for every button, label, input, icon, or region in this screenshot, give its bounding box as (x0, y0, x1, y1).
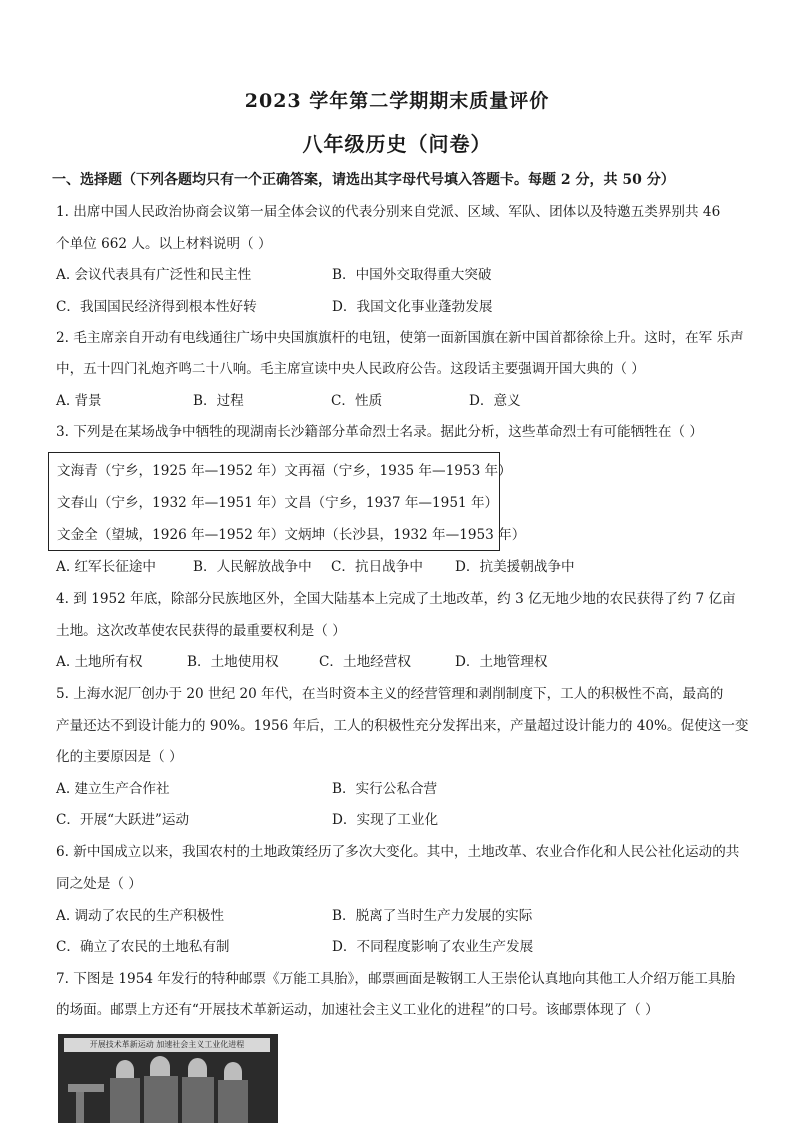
q4-line-1: 4. 到 1952 年底，除部分民族地区外，全国大陆基本上完成了土地改革，约 3 亿无地少地的农民获得了约 7 亿亩 (56, 591, 736, 607)
q6-line-1: 6. 新中国成立以来，我国农村的土地政策经历了多次大变化。其中，土地改革、农业合作化和人民公社化运动的共 (56, 844, 740, 860)
q4-option-d: D．土地管理权 (455, 654, 548, 670)
q6-option-c: C．确立了农民的土地私有制 (56, 939, 230, 955)
q1-option-c: C．我国国民经济得到根本性好转 (56, 299, 257, 315)
worker-figure (188, 1058, 207, 1079)
q5-option-d: D．实现了工业化 (332, 812, 439, 828)
q6-option-d: D．不同程度影响了农业生产发展 (332, 939, 534, 955)
worker-figure (150, 1056, 170, 1078)
q6-option-b: B．脱离了当时生产力发展的实际 (332, 908, 533, 924)
machine-tool (68, 1084, 104, 1092)
q1-option-b: B．中国外交取得重大突破 (332, 267, 492, 283)
q7-line-1: 7. 下图是 1954 年发行的特种邮票《万能工具胎》，邮票画面是鞍钢工人王崇伦认真地向其他工人介绍万能工具胎 (56, 971, 736, 987)
q5-line-3: 化的主要原因是（ ） (56, 749, 183, 765)
q3-line-1: 3. 下列是在某场战争中牺牲的现湖南长沙籍部分革命烈士名录。据此分析，这些革命烈士有可能牺牲在（ ） (56, 424, 703, 440)
q4-line-2: 土地。这次改革使农民获得的最重要权利是（ ） (56, 623, 346, 639)
martyr-list-row: 文海青（宁乡，1925 年—1952 年）文再福（宁乡，1935 年—1953 年） (57, 463, 512, 479)
martyr-list-row: 文金全（望城，1926 年—1952 年）文炳坤（长沙县，1932 年—1953 年） (57, 527, 526, 543)
worker-figure (224, 1062, 242, 1082)
q6-line-2: 同之处是（ ） (56, 876, 142, 892)
q3-option-d: D．抗美援朝战争中 (455, 559, 575, 575)
q1-option-a: A. 会议代表具有广泛性和民主性 (56, 267, 252, 283)
q4-option-a: A. 土地所有权 (56, 654, 143, 670)
q1-option-d: D．我国文化事业蓬勃发展 (332, 299, 493, 315)
q4-option-b: B．土地使用权 (187, 654, 279, 670)
q3-option-b: B．人民解放战争中 (193, 559, 312, 575)
worker-figure (116, 1060, 134, 1080)
martyr-list-box (48, 452, 526, 551)
q2-option-c: C．性质 (331, 393, 383, 409)
stamp-banner: 开展技术革新运动 加速社会主义工业化进程 (64, 1038, 270, 1052)
martyr-list-row: 文春山（宁乡，1932 年—1951 年）文昌（宁乡，1937 年—1951 年） (57, 495, 499, 511)
machine-tool (76, 1092, 84, 1123)
q5-line-1: 5. 上海水泥厂创办于 20 世纪 20 年代，在当时资本主义的经营管理和剥削制度下，工人的积极性不高，最高的 (56, 686, 724, 702)
worker-figure (144, 1076, 178, 1123)
section-heading: 一、选择题（下列各题均只有一个正确答案，请选出其字母代号填入答题卡。每题 2 分，共 50 分） (52, 172, 675, 188)
q5-option-c: C．开展“大跃进”运动 (56, 812, 190, 828)
q2-option-a: A. 背景 (56, 393, 102, 409)
q1-line-2: 个单位 662 人。以上材料说明（ ） (56, 236, 272, 252)
worker-figure (182, 1077, 214, 1123)
worker-figure (110, 1078, 140, 1123)
q5-option-b: B．实行公私合营 (332, 781, 438, 797)
q5-line-2: 产量还达不到设计能力的 90%。1956 年后，工人的积极性充分发挥出来，产量超过设计能力的 40%。促使这一变 (56, 718, 749, 734)
q2-option-b: B．过程 (193, 393, 244, 409)
worker-figure (218, 1080, 248, 1123)
q3-option-a: A. 红军长征途中 (56, 559, 157, 575)
q2-option-d: D．意义 (469, 393, 521, 409)
q5-option-a: A. 建立生产合作社 (56, 781, 170, 797)
q7-line-2: 的场面。邮票上方还有“开展技术革新运动，加速社会主义工业化的进程”的口号。该邮票体现了（ ） (56, 1002, 659, 1018)
exam-title: 2023 学年第二学期期末质量评价 (244, 90, 550, 112)
stamp-image (58, 1034, 278, 1123)
exam-subtitle: 八年级历史（问卷） (302, 132, 492, 156)
q6-option-a: A. 调动了农民的生产积极性 (56, 908, 224, 924)
q4-option-c: C．土地经营权 (319, 654, 411, 670)
q3-option-c: C．抗日战争中 (331, 559, 423, 575)
q2-line-2: 中，五十四门礼炮齐鸣二十八响。毛主席宣读中央人民政府公告。这段话主要强调开国大典的（ ） (56, 361, 645, 377)
q2-line-1: 2. 毛主席亲自开动有电线通往广场中央国旗旗杆的电钮，使第一面新国旗在新中国首都徐徐上升。这时，在军 乐声 (56, 330, 744, 346)
q1-line-1: 1. 出席中国人民政治协商会议第一届全体会议的代表分别来自党派、区域、军队、团体以及特邀五类界别共 46 (56, 204, 721, 220)
